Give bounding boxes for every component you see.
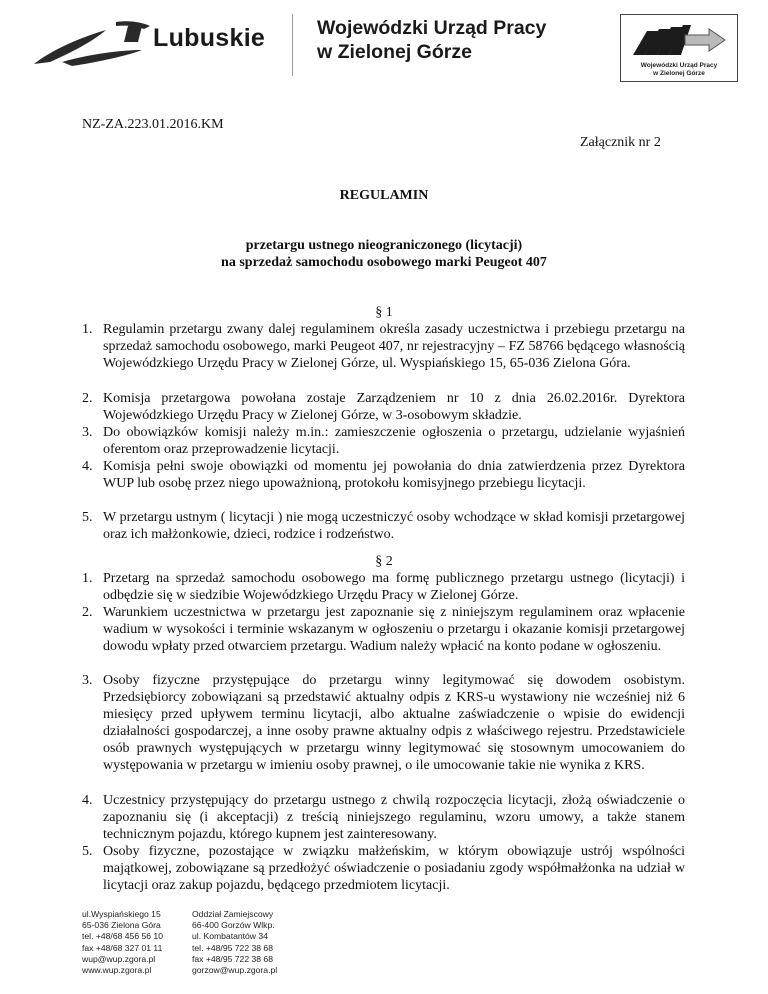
footer-branch-office [192, 909, 277, 976]
item-number: 1. [82, 571, 93, 586]
section-1-item-1 [82, 321, 685, 372]
section-2-item-5 [82, 843, 685, 894]
footer-line: Oddział Zamiejscowy [192, 909, 274, 919]
footer-line: ul. Kombatantów 34 [192, 931, 268, 942]
document-subtitle-line2: na sprzedaż samochodu osobowego marki Peugeot 407 [221, 255, 547, 270]
organization-name [317, 16, 546, 64]
item-text: Komisja pełni swoje obowiązki od momentu jej powołania do dnia zatwierdzenia przez Dyrektora WUP lub osobę przez niego upoważnioną, protokołu komisyjnego przebiegu licytacji. [103, 459, 685, 492]
lubuskie-emblem-shape-3 [124, 26, 142, 42]
section-2-item-4 [82, 792, 685, 843]
section-2-heading: § 2 [375, 554, 393, 569]
footer-line: ul.Wyspiańskiego 15 [82, 909, 161, 919]
footer-line: tel. +48/68 456 56 10 [82, 931, 163, 942]
wup-logo-caption [621, 62, 737, 77]
section-1-item-5 [82, 509, 685, 543]
organization-name-line2: w Zielonej Górze [317, 41, 472, 63]
document-reference: NZ-ZA.223.01.2016.KM [82, 117, 224, 132]
item-text: Warunkiem uczestnictwa w przetargu jest zapoznanie się z niniejszym regulaminem oraz wpłacenie wadium w wysokości i terminie wskazanym w ogłoszeniu o przetargu i okazanie komisji przetargowej dowodu wpłaty przed otwarciem przetargu. Wadium należy wpłacić na konto podane w ogłoszeniu. [103, 605, 685, 655]
section-1-item-2 [82, 390, 685, 424]
annex-label: Załącznik nr 2 [580, 135, 661, 150]
item-number: 2. [82, 391, 93, 406]
item-number: 1. [82, 322, 93, 337]
footer-line: fax +48/95 722 38 68 [192, 953, 273, 964]
wup-logo-box [620, 14, 738, 82]
wup-emblem-arrow [685, 29, 725, 51]
item-text: Osoby fizyczne, pozostające w związku małżeńskim, w którym obowiązuje ustrój wspólności majątkowej, zobowiązane są przedłożyć oświadczenie o posiadaniu zgody współmałżonka na udział w licytacji oraz zakup pojazdu, będącego przedmiotem licytacji. [103, 844, 685, 894]
footer-website[interactable]: www.wup.zgora.pl [82, 965, 152, 976]
footer-line: fax +48/68 327 01 11 [82, 942, 163, 953]
section-2-item-3 [82, 672, 685, 775]
wup-emblem-icon [629, 21, 729, 61]
item-number: 5. [82, 844, 93, 859]
item-text: Osoby fizyczne przystępujące do przetargu winny legitymować się dowodem osobistym. Przedsiębiorcy zobowiązani są przedstawić aktualny odpis z KRS-u wystawiony nie wcześniej niż 6 miesięcy przed upływem terminu licytacji, albo aktualne zaświadczenie o wpisie do ewidencji działalności gospodarczej, a inne osoby prawne aktualny odpis z właściwego rejestru. Przedstawiciele osób prawnych występujących w przetargu winny legitymować się stosownym umocowaniem do występowania w przetargu w imieniu osoby prawnej, o ile umocowanie takie nie wynika z KRS. [103, 673, 685, 774]
item-text: Regulamin przetargu zwany dalej regulaminem określa zasady uczestnictwa i przebiegu przetargu na sprzedaż samochodu osobowego, marki Peugeot 407, nr rejestracyjny – FZ 58766 będącego własnością Wojewódzkiego Urzędu Pracy w Zielonej Górze, ul. Wyspiańskiego 15, 65-036 Zielona Góra. [103, 322, 685, 372]
footer-main-office [82, 909, 163, 976]
item-number: 4. [82, 793, 93, 808]
item-text: W przetargu ustnym ( licytacji ) nie mogą uczestniczyć osoby wchodzące w skład komisji przetargowej oraz ich małżonkowie, dzieci, rodzice i rodzeństwo. [103, 510, 685, 543]
wup-logo-caption-line2: w Zielonej Górze [653, 69, 705, 77]
item-number: 4. [82, 459, 93, 474]
item-text: Komisja przetargowa powołana zostaje Zarządzeniem nr 10 z dnia 26.02.2016r. Dyrektora Wojewódzkiego Urzędu Pracy w Zielonej Górze, w 3-osobowym składzie. [103, 391, 685, 424]
item-text: Przetarg na sprzedaż samochodu osobowego ma formę publicznego przetargu ustnego (licytacji) i odbędzie się w siedzibie Wojewódzkiego Urzędu Pracy w Zielonej Górze. [103, 571, 685, 604]
item-number: 2. [82, 605, 93, 620]
section-1-heading: § 1 [375, 305, 393, 320]
item-number: 3. [82, 425, 93, 440]
header-divider [292, 14, 293, 76]
section-1-item-4 [82, 458, 685, 492]
section-2-item-2 [82, 604, 685, 655]
document-subtitle-line1: przetargu ustnego nieograniczonego (licytacji) [245, 238, 523, 253]
footer-email[interactable]: gorzow@wup.zgora.pl [192, 965, 278, 976]
wup-logo-caption-line1: Wojewódzki Urząd Pracy [640, 62, 718, 69]
footer-line: tel. +48/95 722 38 68 [192, 942, 273, 953]
item-number: 5. [82, 510, 93, 525]
footer-email[interactable]: wup@wup.zgora.pl [82, 953, 156, 964]
document-title: REGULAMIN [339, 188, 429, 203]
section-2-item-1 [82, 570, 685, 604]
item-text: Do obowiązków komisji należy m.in.: zamieszczenie ogłoszenia o przetargu, udzielanie wyjaśnień oferentom oraz przeprowadzenie licytacji. [103, 425, 685, 458]
section-1-item-3 [82, 424, 685, 458]
item-text: Uczestnicy przystępujący do przetargu ustnego z chwilą rozpoczęcia licytacji, złożą oświadczenie o zapoznaniu się (i akceptacji) z treścią niniejszego regulaminu, wzoru umowy, a także stanem technicznym pojazdu, którego kupnem jest zainteresowany. [103, 793, 685, 843]
organization-name-line1: Wojewódzki Urząd Pracy [317, 17, 547, 39]
item-number: 3. [82, 673, 93, 688]
lubuskie-emblem-shape-2 [62, 50, 142, 66]
brand-name: Lubuskie [153, 24, 266, 52]
footer-line: 66-400 Gorzów Wlkp. [192, 920, 275, 931]
footer-line: 65-036 Zielona Góra [82, 920, 161, 931]
